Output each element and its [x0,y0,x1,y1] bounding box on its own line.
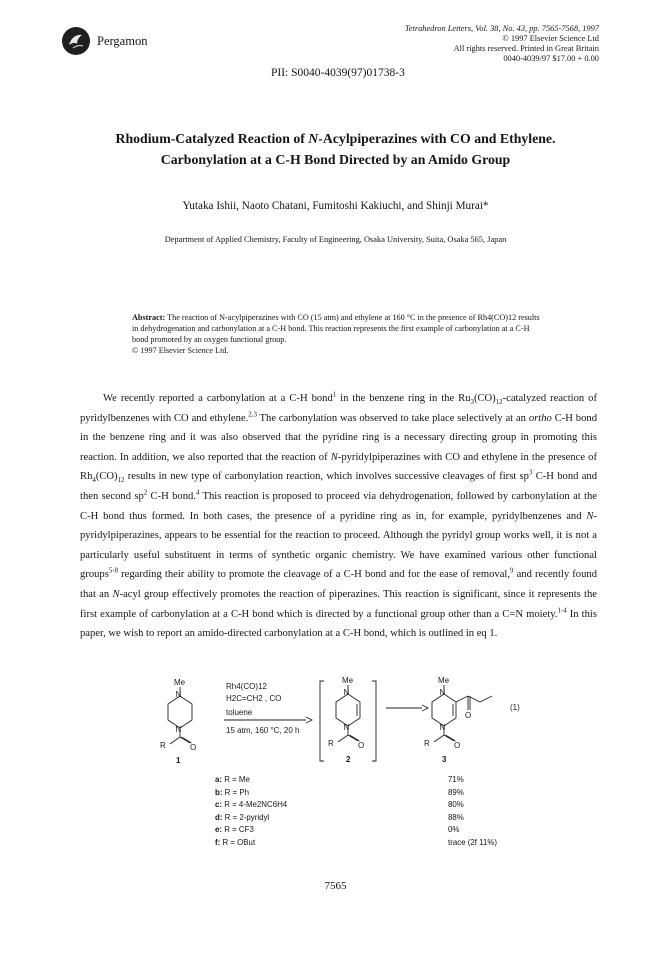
substituent-r: R = CF3 [224,825,254,834]
issn-price-line: 0040-4039/97 $17.00 + 0.00 [503,54,599,63]
n-label-2a: N [343,688,350,697]
o-label-3b: O [465,711,472,720]
substituent-code: d: [215,812,223,822]
condition-catalyst: Rh4(CO)12 [226,682,267,691]
reaction-scheme [160,676,540,764]
abstract-label: Abstract: [132,313,166,322]
table-row [215,825,545,838]
abstract-copyright: © 1997 Elsevier Science Ltd. [132,346,229,355]
o-label-1: O [190,743,197,752]
r-label-1: R [160,741,166,750]
condition-solvent: toluene [226,708,253,717]
me-label-2: Me [342,676,354,685]
substituent-r: R = 4-Me2NC6H4 [224,800,288,809]
abstract [132,312,544,356]
substituent-label [215,838,255,847]
substituent-code: c: [215,800,223,809]
journal-citation [405,24,599,64]
substituent-label [215,813,269,822]
substituent-r: R = Me [224,775,250,784]
yield-value: 71% [448,775,464,784]
compound-2-label: 2 [346,755,351,764]
r-label-3: R [424,739,430,748]
substituent-code: a: [215,775,223,784]
substituent-code: e: [215,825,223,834]
affiliation: Department of Applied Chemistry, Faculty of Engineering, Osaka University, Suita, Osaka 565, Japan [164,235,507,244]
abstract-text: The reaction of N-acylpiperazines with CO (15 atm) and ethylene at 160 °C in the presence of Rh4(CO)12 results in dehydrogenation and carbonylation at a C-H bond. This reaction represents the first example of carbonylation at a C-H bond promoted by an oxygen functional group. [132,313,540,344]
r-label-2: R [328,739,334,748]
substituent-code: f: [215,837,221,847]
paper-title: Rhodium-Catalyzed Reaction of N-Acylpiperazines with CO and Ethylene. Carbonylation at a C-H Bond Directed by an Amido Group [115,131,556,167]
substituent-r: R = 2-pyridyl [224,812,270,822]
rights-line: All rights reserved. Printed in Great Britain [453,44,599,53]
table-row [215,813,545,826]
n-label-2b: N [343,723,350,732]
compound-1-label: 1 [176,756,181,764]
compound-3-label: 3 [442,755,447,764]
condition-temperature: 15 atm, 160 °C, 20 h [226,726,300,735]
n-label-3b: N [439,723,446,732]
publisher-logo [62,27,90,55]
me-label-1: Me [174,678,186,687]
equation-number: (1) [510,703,520,712]
page-number: 7565 [324,880,347,892]
o-label-2: O [358,741,365,750]
substituent-label [215,800,287,809]
yield-value: 80% [448,800,464,809]
table-row [215,788,545,801]
yield-value: 88% [448,812,464,822]
table-row [215,775,545,788]
pii: PII: S0040-4039(97)01738-3 [271,67,405,79]
body-paragraph: We recently reported a carbonylation at a C-H bond$^1$ in the benzene ring in the $Ru_3(CO)_{12}$-catalyzed reaction of pyridylbenzenes with CO and ethylene.$^{2,3}$ The carbonylation was observed to take place selectively at an ortho C-H bond in the benzene ring and it was also observed that the pyridine ring is a necessary directing group in promoting this reaction. In addition, we also reported that the reaction of N-pyridylpiperazines with CO and ethylene in the presence of $Rh_4(CO)_{12}$ results in new type of carbonylation reaction, which involves successive cleavages of first $sp^3$ C-H bond and then second $sp^2$ C-H bond.$^4$ This reaction is proposed to proceed via dehydrogenation, followed by carbonylation at the C-H bond thus formed. In both cases, the presence of a pyridine ring as in, for example, pyridylbenzenes and N-pyridylpiperazines, appears to be essential for the reaction to proceed. Although the pyridyl group works well, it is not a particularly useful substituent in terms of synthetic organic chemistry. We have examined various other functional groups$^{5-8}$ regarding their ability to promote the cleavage of a C-H bond and for the ease of removal,$^9$ and recently found that an N-acyl group effectively promotes the reaction of piperazines. This reaction is significant, since it represents the first example of carbonylation at a C-H bond which is directed by a functional group other than a C=N moiety.$^{1-4}$ In this paper, we wish to report an amido-directed carbonylation at a C-H bond, which is outlined in eq 1. [80,391,598,640]
yield-value: 0% [448,825,460,834]
publisher-name: Pergamon [97,34,148,48]
table-row [215,838,545,851]
yield-value: 89% [448,787,464,797]
substituent-r: R = OBut [222,837,256,847]
substituent-label [215,775,250,784]
author-list: Yutaka Ishii, Naoto Chatani, Fumitoshi Kakiuchi, and Shinji Murai* [182,200,489,212]
n-label-1a: N [175,690,182,699]
substituent-code: b: [215,787,223,797]
table-row [215,800,545,813]
substituent-r: R = Ph [224,787,249,797]
substituent-label [215,788,249,797]
substituent-yield-table [215,775,545,850]
copyright-line: © 1997 Elsevier Science Ltd [502,34,599,43]
n-label-1b: N [175,725,182,734]
n-label-3a: N [439,688,446,697]
journal-line: Tetrahedron Letters, Vol. 38, No. 43, pp. 7565-7568, 1997 [404,24,599,33]
me-label-3: Me [438,676,450,685]
yield-value: trace (2f 11%) [448,837,497,847]
condition-reagents: H2C=CH2 , CO [226,694,282,703]
substituent-label [215,825,254,834]
o-label-3a: O [454,741,461,750]
